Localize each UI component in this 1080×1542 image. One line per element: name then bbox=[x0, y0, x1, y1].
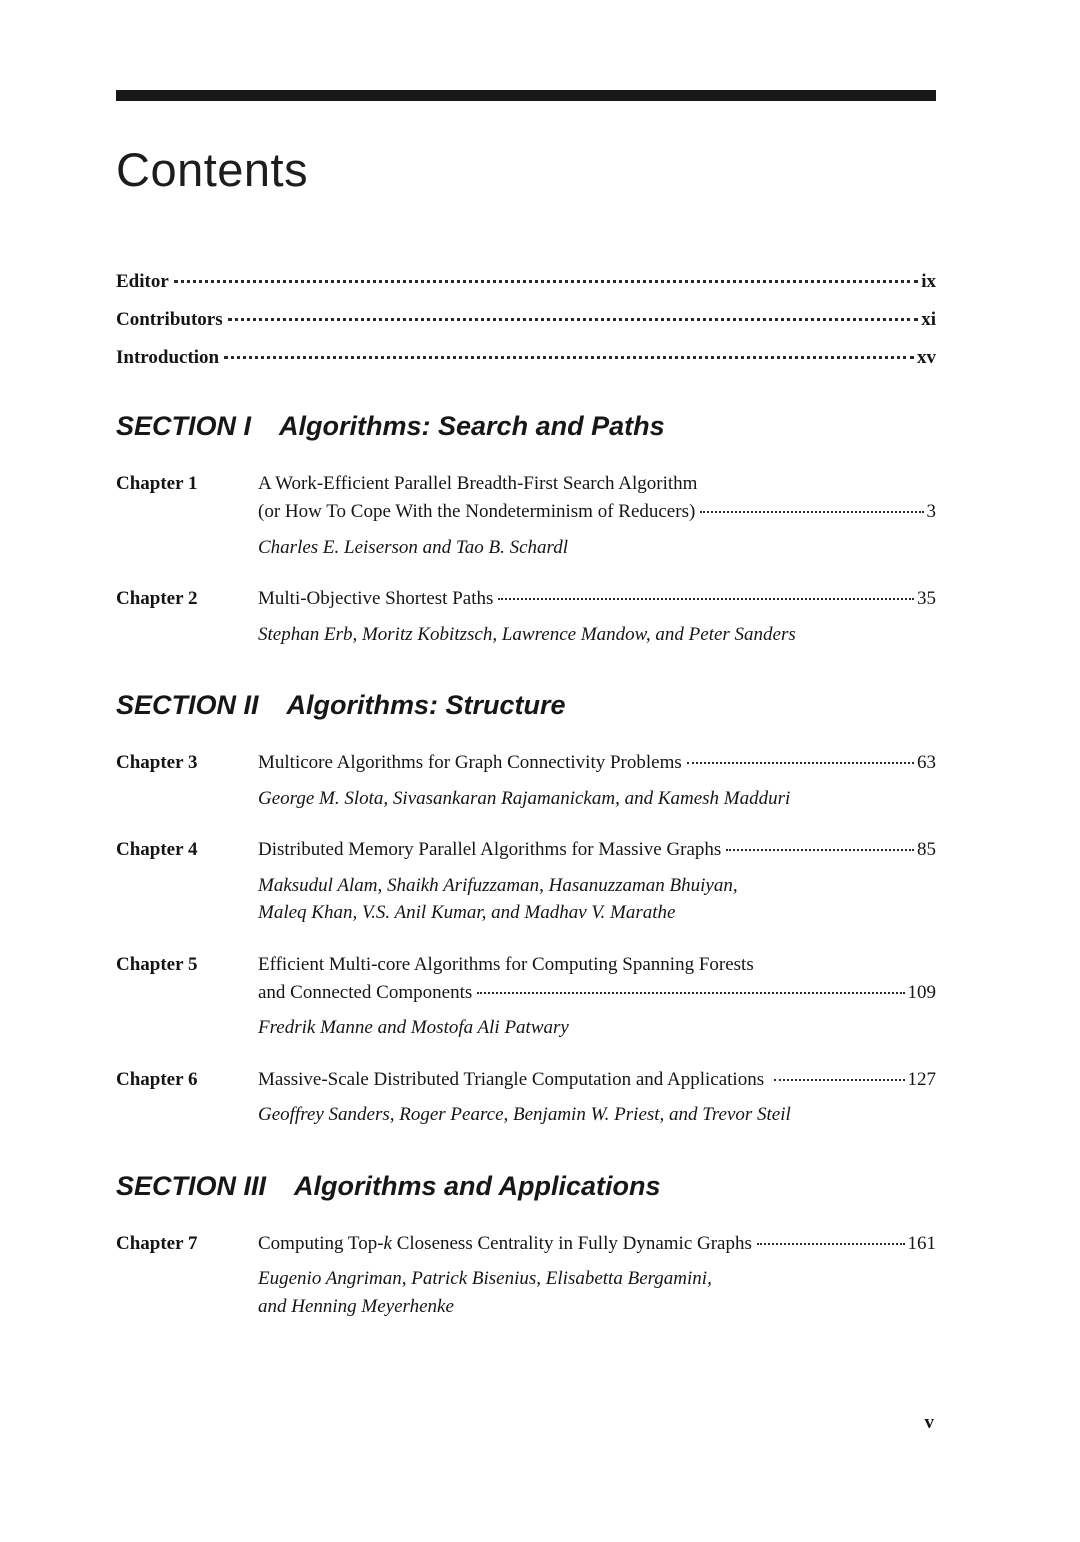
chapter-authors bbox=[258, 1101, 936, 1129]
chapter-authors bbox=[258, 872, 936, 927]
dot-leader bbox=[174, 280, 918, 283]
chapter-body bbox=[258, 1230, 936, 1321]
section-label: SECTION II bbox=[116, 690, 259, 721]
front-matter-page: xi bbox=[921, 308, 936, 330]
chapter-page-number: 109 bbox=[907, 981, 936, 1003]
chapter-page-number: 35 bbox=[917, 588, 936, 610]
front-matter-page: xv bbox=[917, 346, 936, 368]
chapter-entry-4 bbox=[116, 836, 936, 927]
chapter-entry-3 bbox=[116, 749, 936, 812]
chapter-title-text: Multicore Algorithms for Graph Connectivity Problems bbox=[258, 752, 682, 774]
chapter-body bbox=[258, 951, 936, 1042]
section-heading-3 bbox=[116, 1171, 936, 1202]
chapter-number: Chapter 1 bbox=[116, 473, 198, 495]
front-matter-label: Introduction bbox=[116, 346, 220, 368]
chapter-title-line bbox=[258, 1066, 936, 1094]
chapter-body bbox=[258, 749, 936, 812]
chapter-page-number: 161 bbox=[907, 1232, 936, 1254]
chapter-authors-line: Maksudul Alam, Shaikh Arifuzzaman, Hasanuzzaman Bhuiyan, bbox=[258, 874, 738, 896]
dot-leader bbox=[726, 849, 914, 851]
chapter-title-text: (or How To Cope With the Nondeterminism of Reducers) bbox=[258, 501, 696, 523]
section-label: SECTION I bbox=[116, 411, 252, 442]
chapter-title-line bbox=[258, 498, 936, 526]
chapter-title-text: Closeness Centrality in Fully Dynamic Graphs bbox=[391, 1232, 752, 1254]
section-label: SECTION III bbox=[116, 1170, 267, 1201]
dot-leader bbox=[687, 762, 914, 764]
chapter-title-line bbox=[258, 836, 936, 864]
chapter-entry-2 bbox=[116, 585, 936, 648]
chapter-authors-line: Geoffrey Sanders, Roger Pearce, Benjamin W. Priest, and Trevor Steil bbox=[258, 1104, 791, 1126]
section-heading-1 bbox=[116, 411, 936, 442]
chapter-entry-6 bbox=[116, 1066, 936, 1129]
front-matter-entry-contributors bbox=[116, 309, 936, 332]
chapter-title-line bbox=[258, 749, 936, 777]
chapter-page-number: 3 bbox=[926, 501, 936, 523]
chapter-page-number: 85 bbox=[917, 839, 936, 861]
chapter-entry-7 bbox=[116, 1230, 936, 1321]
chapter-number: Chapter 7 bbox=[116, 1232, 198, 1254]
dot-leader bbox=[228, 318, 919, 321]
chapter-title-text: and Connected Components bbox=[258, 981, 473, 1003]
chapter-body bbox=[258, 836, 936, 927]
dot-leader bbox=[757, 1243, 905, 1245]
front-matter-page: ix bbox=[921, 271, 936, 293]
dot-leader bbox=[498, 598, 914, 600]
page-folio: v bbox=[924, 1412, 934, 1433]
chapter-authors bbox=[258, 534, 936, 562]
chapter-number: Chapter 6 bbox=[116, 1068, 198, 1090]
chapter-authors-line: Fredrik Manne and Mostofa Ali Patwary bbox=[258, 1017, 569, 1039]
chapter-title-text: Computing Top- bbox=[258, 1232, 384, 1254]
dot-leader bbox=[774, 1079, 905, 1081]
chapter-authors-line: and Henning Meyerhenke bbox=[258, 1295, 454, 1317]
chapter-authors-line: Charles E. Leiserson and Tao B. Schardl bbox=[258, 536, 569, 558]
page-title: Contents bbox=[116, 143, 309, 196]
chapter-number: Chapter 3 bbox=[116, 752, 198, 774]
chapter-page-number: 127 bbox=[907, 1068, 936, 1090]
chapter-title-text: Massive-Scale Distributed Triangle Computation and Applications bbox=[258, 1068, 769, 1090]
dot-leader bbox=[477, 992, 904, 994]
front-matter-label: Contributors bbox=[116, 308, 223, 330]
chapter-title-text: A Work-Efficient Parallel Breadth-First Search Algorithm bbox=[258, 473, 698, 495]
chapter-entry-5 bbox=[116, 951, 936, 1042]
chapter-entry-1 bbox=[116, 470, 936, 561]
dot-leader bbox=[700, 511, 923, 513]
section-title: Algorithms and Applications bbox=[294, 1170, 661, 1201]
chapter-number: Chapter 2 bbox=[116, 588, 198, 610]
chapter-authors bbox=[258, 621, 936, 649]
section-title: Algorithms: Structure bbox=[286, 690, 566, 721]
chapter-title-line bbox=[258, 585, 936, 613]
chapter-title-line bbox=[258, 1230, 936, 1258]
chapter-authors bbox=[258, 1265, 936, 1320]
top-rule bbox=[116, 90, 936, 101]
chapter-number: Chapter 4 bbox=[116, 839, 198, 861]
front-matter-label: Editor bbox=[116, 271, 169, 293]
chapter-authors-line: George M. Slota, Sivasankaran Rajamanickam, and Kamesh Madduri bbox=[258, 787, 791, 809]
chapter-title-text: Multi-Objective Shortest Paths bbox=[258, 588, 494, 610]
chapter-title-line bbox=[258, 951, 936, 979]
front-matter-entry-editor bbox=[116, 271, 936, 294]
chapter-authors bbox=[258, 785, 936, 813]
chapter-title-text: Efficient Multi-core Algorithms for Computing Spanning Forests bbox=[258, 954, 754, 975]
section-heading-2 bbox=[116, 690, 936, 721]
section-title: Algorithms: Search and Paths bbox=[279, 411, 665, 442]
chapter-authors-line: Stephan Erb, Moritz Kobitzsch, Lawrence Mandow, and Peter Sanders bbox=[258, 623, 796, 645]
chapter-title-line bbox=[258, 470, 936, 498]
front-matter bbox=[116, 271, 936, 369]
chapter-page-number: 63 bbox=[917, 752, 936, 774]
chapter-title-italic-k: k bbox=[383, 1232, 392, 1254]
chapter-body bbox=[258, 585, 936, 648]
chapter-body bbox=[258, 1066, 936, 1129]
dot-leader bbox=[224, 356, 914, 359]
front-matter-entry-introduction bbox=[116, 347, 936, 370]
chapter-authors-line: Eugenio Angriman, Patrick Bisenius, Elisabetta Bergamini, bbox=[258, 1268, 712, 1290]
chapter-body bbox=[258, 470, 936, 561]
chapter-authors bbox=[258, 1014, 936, 1042]
chapter-authors-line: Maleq Khan, V.S. Anil Kumar, and Madhav V. Marathe bbox=[258, 902, 676, 924]
chapter-title-text: Distributed Memory Parallel Algorithms for Massive Graphs bbox=[258, 839, 722, 861]
chapter-title-line bbox=[258, 979, 936, 1007]
chapter-number: Chapter 5 bbox=[116, 954, 198, 975]
